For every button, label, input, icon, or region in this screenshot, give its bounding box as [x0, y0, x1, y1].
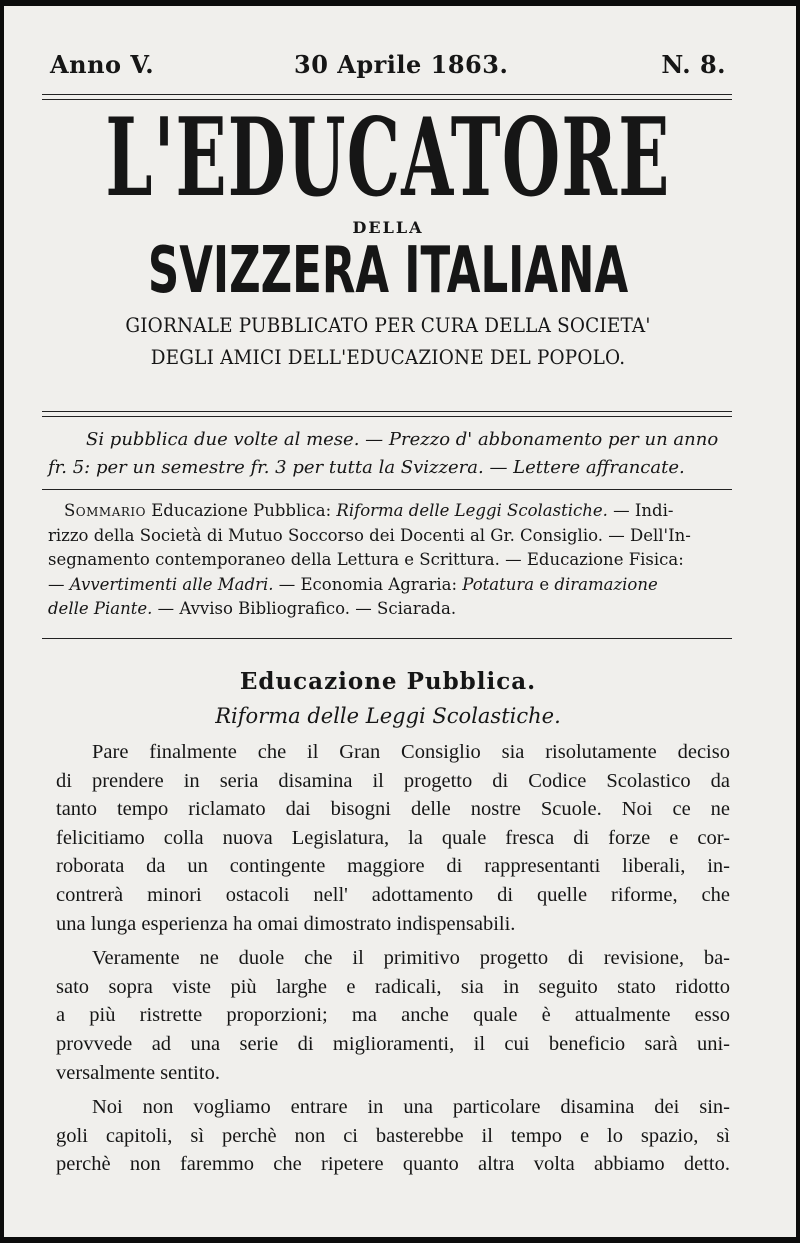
text-line: una lunga esperienza ha omai dimostrato indispensabili. — [56, 912, 516, 935]
text-line: Pare finalmente che il Gran Consiglio sia risolutamente deciso — [92, 741, 730, 763]
text-line: goli capitoli, sì perchè non ci basterebbe il tempo e lo spazio, sì — [56, 1124, 730, 1147]
summary-line — [48, 597, 734, 622]
article-paragraph — [56, 738, 730, 938]
masthead-tagline: GIORNALE PUBBLICATO PER CURA DELLA SOCIETA' — [125, 313, 651, 337]
masthead-subtitle: SVIZZERA ITALIANA — [147, 234, 629, 308]
summary-section: Educazione Pubblica: — [151, 501, 332, 520]
summary-item: delle Piante. — [48, 599, 153, 618]
publication-notice — [48, 426, 734, 482]
text-line: versalmente sentito. — [56, 1061, 220, 1084]
summary-label: Sommario — [64, 501, 146, 520]
text-line: Noi non vogliamo entrare in una particolare disamina dei sin- — [92, 1096, 730, 1119]
newspaper-page — [4, 6, 796, 1237]
masthead-rule-bottom — [42, 416, 732, 417]
text-line: contrerà minori ostacoli nell' adottamento di quelle riforme, che — [56, 883, 730, 906]
text-line: a più ristrette proporzioni; ma anche quale è attualmente esso — [56, 1004, 730, 1027]
masthead-tagline: DEGLI AMICI DELL'EDUCAZIONE DEL POPOLO. — [150, 345, 626, 369]
text-line: Veramente ne duole che il primitivo progetto di revisione, ba- — [92, 947, 730, 970]
summary-text: — — [48, 574, 70, 594]
masthead — [44, 95, 732, 373]
text-line: di prendere in seria disamina il progetto di Codice Scolastico da — [56, 769, 730, 792]
publication-line: fr. 5: per un semestre fr. 3 per tutta la Svizzera. — Lettere affrancate. — [48, 457, 685, 478]
summary-item: Avvertimenti alle Madri. — [69, 574, 274, 594]
masthead-rule-top — [42, 411, 732, 412]
issue-date: 30 Aprile 1863. — [294, 50, 509, 79]
article-body — [56, 738, 730, 1185]
summary-line: rizzo della Società di Mutuo Soccorso dei Docenti al Gr. Consiglio. — Dell'In- — [48, 525, 691, 545]
summary-line: segnamento contemporaneo della Lettura e Scrittura. — Educazione Fisica: — [48, 550, 684, 569]
notice-rule — [42, 489, 732, 490]
masthead-title: L'EDUCATORE — [105, 95, 671, 221]
issue-info-line — [50, 50, 726, 86]
text-line: roborata da un contingente maggiore di rappresentanti liberali, in- — [56, 855, 730, 878]
issue-number: N. 8. — [661, 50, 726, 79]
summary-line — [48, 573, 734, 598]
issue-year: Anno V. — [50, 50, 155, 79]
summary-text: — Avviso Bibliografico. — Sciarada. — [152, 599, 457, 618]
section-subtitle: Riforma delle Leggi Scolastiche. — [215, 704, 561, 728]
summary-item: diramazione — [554, 574, 658, 594]
text-line: tanto tempo riclamato dai bisogni delle nostre Scuole. Noi ce ne — [56, 798, 730, 821]
summary-rule — [42, 638, 732, 639]
summary-text: — Economia Agraria: — [273, 574, 463, 594]
article-paragraph — [56, 944, 730, 1087]
text-line: sato sopra viste più larghe e radicali, sia in seguito stato ridotto — [56, 975, 730, 998]
summary-item: Riforma delle Leggi Scolastiche. — [336, 501, 608, 520]
text-line: provvede ad una serie di miglioramenti, il cui beneficio sarà uni- — [56, 1032, 730, 1055]
text-line: perchè non faremmo che ripetere quanto altra volta abbiamo detto. — [56, 1153, 730, 1176]
summary-text: e — [534, 574, 555, 594]
summary-item: Potatura — [462, 574, 535, 594]
section-title: Educazione Pubblica. — [239, 668, 537, 695]
summary-block — [48, 499, 734, 622]
summary-text: — Indi- — [607, 501, 674, 520]
summary-line — [48, 499, 734, 524]
article-paragraph — [56, 1093, 730, 1179]
publication-line: Si pubblica due volte al mese. — Prezzo d' abbonamento per un anno — [86, 429, 719, 450]
text-line: felicitiamo colla nuova Legislatura, la quale fresca di forze e cor- — [56, 826, 730, 849]
masthead-della: DELLA — [352, 218, 424, 237]
